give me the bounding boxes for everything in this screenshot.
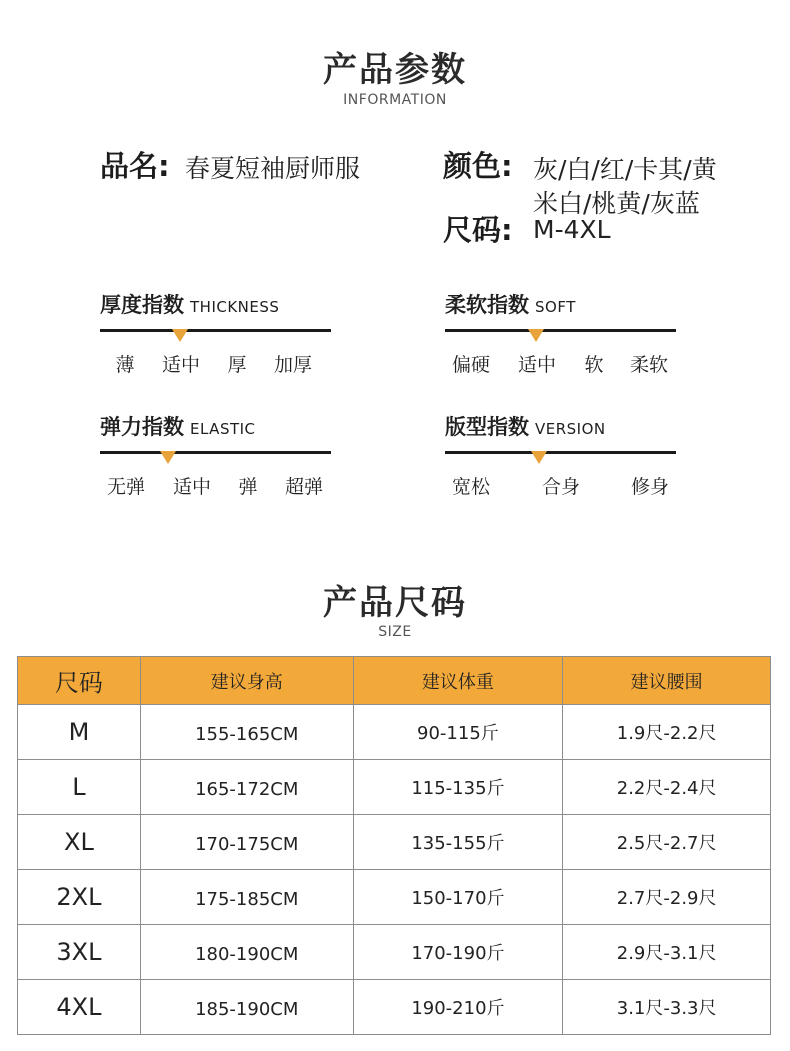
table-row [18,925,771,980]
thickness-index-title [100,289,340,319]
size-title: 产品尺码 [323,583,467,623]
weight-cell: 135-155斤 [353,815,563,870]
soft-option: 适中 [517,354,557,376]
height-cell: 185-190CM [140,980,353,1035]
color-value-line1: 灰/白/红/卡其/黄 [533,155,717,184]
table-row [18,760,771,815]
soft-option: 软 [584,354,604,376]
thickness-option: 薄 [115,354,135,376]
elastic-marker-icon [160,451,176,464]
size-cell: L [18,760,141,815]
size-cell: M [18,705,141,760]
size-cell: 2XL [18,870,141,925]
waist-cell: 2.7尺-2.9尺 [563,870,771,925]
size-cell: XL [18,815,141,870]
thickness-option: 厚 [227,354,247,376]
elastic-option: 超弹 [284,476,324,498]
soft-index [445,289,685,319]
size-table-header-row [18,657,771,705]
name-value: 春夏短袖厨师服 [185,154,361,183]
version-index-title-en: VERSION [535,420,606,438]
elastic-option: 弹 [238,476,258,498]
waist-cell: 3.1尺-3.3尺 [563,980,771,1035]
version-index-title-cn: 版型指数 [445,415,529,439]
elastic-index [100,411,340,441]
thickness-scale-line [100,329,331,332]
soft-marker-icon [528,329,544,342]
height-cell: 165-172CM [140,760,353,815]
table-row [18,870,771,925]
params-subtitle: INFORMATION [343,92,447,108]
version-marker-icon [531,451,547,464]
size-value: M-4XL [533,215,611,244]
version-option: 合身 [541,476,581,498]
size-cell: 4XL [18,980,141,1035]
size-table [17,656,771,1035]
waist-cell: 1.9尺-2.2尺 [563,705,771,760]
soft-index-title-en: SOFT [535,298,576,316]
weight-cell: 90-115斤 [353,705,563,760]
elastic-index-title-cn: 弹力指数 [100,415,184,439]
size-subtitle: SIZE [378,624,412,640]
size-table-header: 建议腰围 [563,657,771,705]
height-cell: 175-185CM [140,870,353,925]
weight-cell: 170-190斤 [353,925,563,980]
table-row [18,815,771,870]
size-table-header: 尺码 [18,657,141,705]
weight-cell: 115-135斤 [353,760,563,815]
height-cell: 180-190CM [140,925,353,980]
version-scale-line [445,451,676,454]
version-option: 修身 [630,476,670,498]
table-row [18,705,771,760]
soft-index-title [445,289,685,319]
elastic-index-title-en: ELASTIC [190,420,256,438]
waist-cell: 2.9尺-3.1尺 [563,925,771,980]
weight-cell: 190-210斤 [353,980,563,1035]
size-cell: 3XL [18,925,141,980]
thickness-option: 加厚 [273,354,313,376]
size-table-header: 建议身高 [140,657,353,705]
thickness-index-title-en: THICKNESS [190,298,280,316]
elastic-option: 适中 [172,476,212,498]
size-table-header: 建议体重 [353,657,563,705]
elastic-scale-line [100,451,331,454]
version-option: 宽松 [451,476,491,498]
waist-cell: 2.5尺-2.7尺 [563,815,771,870]
weight-cell: 150-170斤 [353,870,563,925]
thickness-index-title-cn: 厚度指数 [100,293,184,317]
soft-index-title-cn: 柔软指数 [445,293,529,317]
version-index-title [445,411,685,441]
thickness-index [100,289,340,319]
soft-scale-line [445,329,676,332]
params-title: 产品参数 [323,50,467,90]
elastic-index-title [100,411,340,441]
version-index [445,411,685,441]
color-label: 颜色: [443,149,513,183]
height-cell: 170-175CM [140,815,353,870]
size-label: 尺码: [443,213,513,247]
color-value-line2: 米白/桃黄/灰蓝 [533,189,700,218]
thickness-option: 适中 [161,354,201,376]
name-label: 品名: [100,149,170,183]
waist-cell: 2.2尺-2.4尺 [563,760,771,815]
soft-option: 偏硬 [451,354,491,376]
elastic-option: 无弹 [106,476,146,498]
height-cell: 155-165CM [140,705,353,760]
table-row [18,980,771,1035]
soft-option: 柔软 [629,354,669,376]
thickness-marker-icon [172,329,188,342]
